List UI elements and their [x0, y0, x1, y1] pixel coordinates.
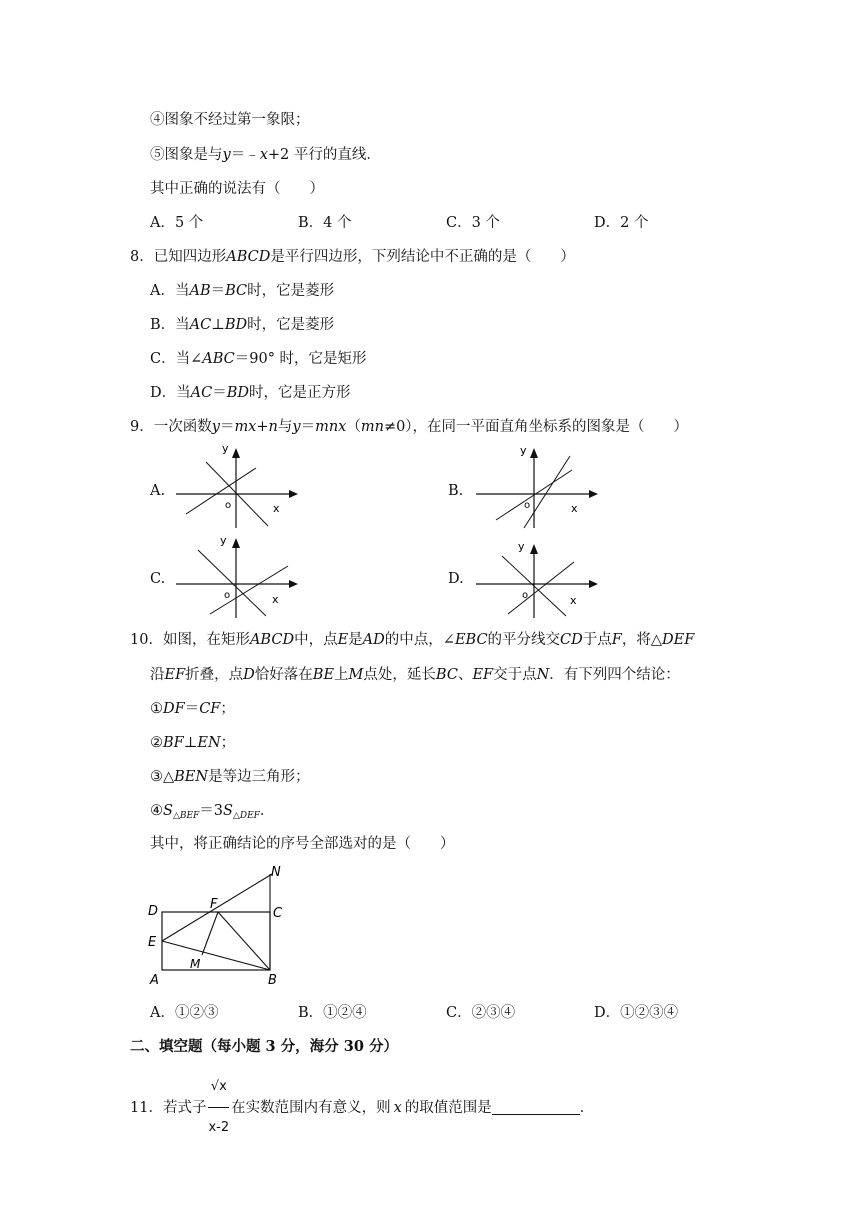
text: 的取值范围是: [404, 1099, 492, 1116]
q9-graph-b[interactable]: [472, 440, 602, 530]
text: ；: [220, 735, 236, 751]
var: ABCD: [226, 249, 271, 265]
var: DEF: [662, 632, 695, 648]
line-1: [524, 456, 570, 528]
text: 沿: [150, 667, 165, 683]
q9-option-a-label[interactable]: A.: [150, 483, 166, 499]
q7-option-a[interactable]: A．5 个: [150, 215, 204, 231]
y-label: y: [520, 444, 527, 457]
line-1: [198, 550, 266, 616]
x-label: x: [273, 502, 280, 515]
q9-option-c-label[interactable]: C.: [150, 571, 166, 587]
text: ＝: [184, 701, 200, 717]
q8-stem: [130, 247, 575, 267]
line-2: [186, 468, 256, 514]
text: ；: [220, 701, 235, 717]
label-c: C: [273, 906, 283, 921]
label-m: M: [190, 957, 201, 971]
label-e: E: [148, 935, 157, 950]
var: CF: [199, 701, 221, 717]
x-label: x: [570, 594, 577, 607]
var: y: [211, 419, 220, 435]
var: BD: [226, 385, 249, 401]
text: ＝: [212, 385, 227, 401]
q9-graph-d[interactable]: [472, 530, 602, 620]
y-axis-arrow-icon: [530, 544, 538, 554]
question-number: 10．: [130, 632, 163, 648]
var: AB: [189, 283, 211, 299]
var: ABCD: [249, 632, 295, 648]
q10-conclusion-2: [150, 733, 235, 753]
q10-conclusion-1: [150, 699, 235, 719]
text: ＝: [210, 283, 226, 299]
text: ④: [150, 803, 163, 819]
q9-graph-c[interactable]: [172, 530, 302, 620]
var: BC: [435, 667, 458, 683]
text: +: [256, 419, 269, 435]
var: M: [348, 667, 364, 683]
text: 已知四边形: [153, 249, 227, 265]
var: N: [536, 667, 550, 683]
text: 时，它是正方形: [249, 385, 351, 401]
q7-item-4: ④图象不经过第一象限；: [150, 112, 310, 128]
text: 在实数范围内有意义，则: [231, 1099, 391, 1116]
q8-option-c[interactable]: [150, 349, 367, 369]
q9-stem: [130, 417, 688, 437]
text: 是平行四边形，下列结论中不正确的是（ ）: [270, 249, 575, 265]
var: BF: [163, 735, 184, 751]
text: 、: [457, 667, 473, 683]
var: EF: [472, 667, 494, 683]
var: EBC: [454, 632, 488, 648]
text: +2 平行的直线．: [267, 147, 381, 163]
subscript: △DEF: [232, 811, 260, 821]
text: 的平分线交: [487, 632, 561, 648]
var: y: [222, 147, 231, 163]
text: 是等边三角形；: [208, 769, 310, 785]
segment-fm: [202, 912, 218, 955]
x-axis-arrow-icon: [589, 490, 598, 498]
text: 点处，延长: [363, 667, 436, 683]
var: E: [337, 632, 349, 648]
text: 是: [348, 632, 363, 648]
text: ⑤图象是与: [150, 147, 223, 163]
var: DF: [163, 701, 185, 717]
y-axis-arrow-icon: [232, 448, 240, 458]
text: 时，它是菱形: [247, 283, 335, 299]
text: 时，它是菱形: [247, 317, 335, 333]
q10-conclusion-4: [150, 801, 274, 826]
q7-option-b[interactable]: B．4 个: [298, 215, 352, 231]
x-axis-arrow-icon: [289, 580, 298, 588]
label-d: D: [148, 904, 159, 919]
var: BEN: [174, 769, 209, 785]
question-number: 11．: [130, 1099, 163, 1116]
label-f: F: [210, 897, 218, 912]
text: 恰好落在: [254, 667, 313, 683]
var: n: [268, 419, 278, 435]
text: D．当: [150, 385, 191, 401]
text: ＝: [219, 419, 235, 435]
origin-label: o: [224, 590, 231, 601]
rectangle-abcd: [162, 912, 270, 970]
text: ③△: [150, 769, 175, 785]
label-a: A: [150, 973, 159, 988]
x-axis-arrow-icon: [289, 490, 298, 498]
q7-option-c[interactable]: C．3 个: [446, 215, 500, 231]
text: ≠0），在同一平面直角坐标系的图象是（ ）: [383, 419, 689, 435]
fraction: [208, 1068, 229, 1147]
text: ＝﹣: [230, 147, 260, 163]
q7-option-d[interactable]: D．2 个: [594, 215, 649, 231]
text: 的中点，∠: [384, 632, 455, 648]
text: 于点: [582, 632, 612, 648]
question-number: 9．: [130, 419, 154, 435]
var: CD: [560, 632, 583, 648]
q10-figure: [140, 862, 300, 992]
origin-label: o: [522, 590, 529, 601]
q10-conclusion-3: [150, 767, 310, 787]
q9-option-d-label[interactable]: D.: [448, 571, 464, 587]
text: B．当: [150, 317, 190, 333]
x-label: x: [272, 593, 279, 606]
text: ＝90° 时，它是矩形: [234, 351, 367, 367]
label-n: N: [271, 865, 281, 880]
y-axis-arrow-icon: [530, 448, 538, 458]
fraction-denominator: x-2: [208, 1120, 230, 1135]
y-label: y: [220, 534, 227, 547]
var: AD: [362, 632, 385, 648]
text: ⊥: [183, 735, 198, 751]
var: BE: [312, 667, 335, 683]
text: ．: [259, 803, 275, 819]
q10-prompt: 其中，将正确结论的序号全部选对的是（ ）: [150, 836, 455, 852]
var: EN: [197, 735, 221, 751]
var: y: [292, 419, 301, 435]
fraction-numerator: √x: [208, 1068, 229, 1108]
var: mn: [360, 419, 384, 435]
q10-stem-line1: [130, 630, 694, 650]
text: 与: [277, 419, 293, 435]
var: mnx: [315, 419, 347, 435]
var: BD: [224, 317, 248, 333]
answer-blank[interactable]: [492, 1100, 580, 1115]
q10-option-d[interactable]: D．①②③④: [594, 1005, 679, 1021]
origin-label: o: [225, 500, 232, 511]
text: ．: [579, 1099, 595, 1116]
var: AC: [190, 385, 213, 401]
subscript: △BEF: [172, 811, 200, 821]
text: ②: [150, 735, 163, 751]
y-axis-arrow-icon: [232, 538, 240, 548]
var: mx: [234, 419, 257, 435]
text: 如图，在矩形: [162, 632, 250, 648]
y-label: y: [518, 540, 525, 553]
section-title: 二、填空题（每小题 3 分，海分 30 分）: [130, 1038, 398, 1055]
origin-label: o: [524, 500, 531, 511]
var: S: [163, 803, 173, 819]
text: ，将△: [621, 632, 662, 648]
text: 若式子: [162, 1099, 207, 1116]
var: F: [611, 632, 622, 648]
var: D: [243, 667, 255, 683]
text: 交于点: [493, 667, 537, 683]
var: BC: [225, 283, 248, 299]
var: AC: [189, 317, 212, 333]
q7-item-5: [150, 145, 381, 165]
line-2: [508, 562, 574, 614]
label-b: B: [268, 973, 277, 988]
question-number: 8．: [130, 249, 154, 265]
text: ①: [150, 701, 163, 717]
segment-fb: [218, 912, 270, 970]
text: 中，点: [294, 632, 338, 648]
q8-option-d[interactable]: [150, 383, 351, 403]
text: A．当: [150, 283, 190, 299]
text: C．当∠: [150, 351, 203, 367]
x-axis-arrow-icon: [589, 580, 598, 588]
q9-graph-a[interactable]: [172, 440, 302, 530]
text: ⊥: [211, 317, 225, 333]
var: ABC: [202, 351, 235, 367]
text: ＝: [300, 419, 316, 435]
text: 一次函数: [153, 419, 212, 435]
text: ．有下列四个结论：: [549, 667, 680, 683]
var: EF: [164, 667, 186, 683]
q8-option-b[interactable]: [150, 315, 334, 335]
q10-option-c[interactable]: C．②③④: [446, 1005, 516, 1021]
x-label: x: [571, 502, 578, 515]
q10-stem-line2: [150, 665, 680, 685]
y-label: y: [222, 442, 229, 455]
q9-option-b-label[interactable]: B.: [448, 483, 464, 499]
q10-option-a[interactable]: A．①②③: [150, 1005, 219, 1021]
text: ＝3: [199, 803, 224, 819]
segment-eb: [162, 941, 270, 970]
q7-prompt: 其中正确的说法有（ ）: [150, 181, 324, 197]
text: 折叠，点: [185, 667, 244, 683]
q8-option-a[interactable]: [150, 281, 334, 301]
text: 上: [334, 667, 349, 683]
var: x: [259, 147, 268, 163]
q10-option-b[interactable]: B．①②④: [298, 1005, 367, 1021]
q11-stem: [130, 1068, 594, 1147]
text: （: [346, 419, 361, 435]
var: x: [393, 1099, 402, 1116]
var: S: [223, 803, 233, 819]
